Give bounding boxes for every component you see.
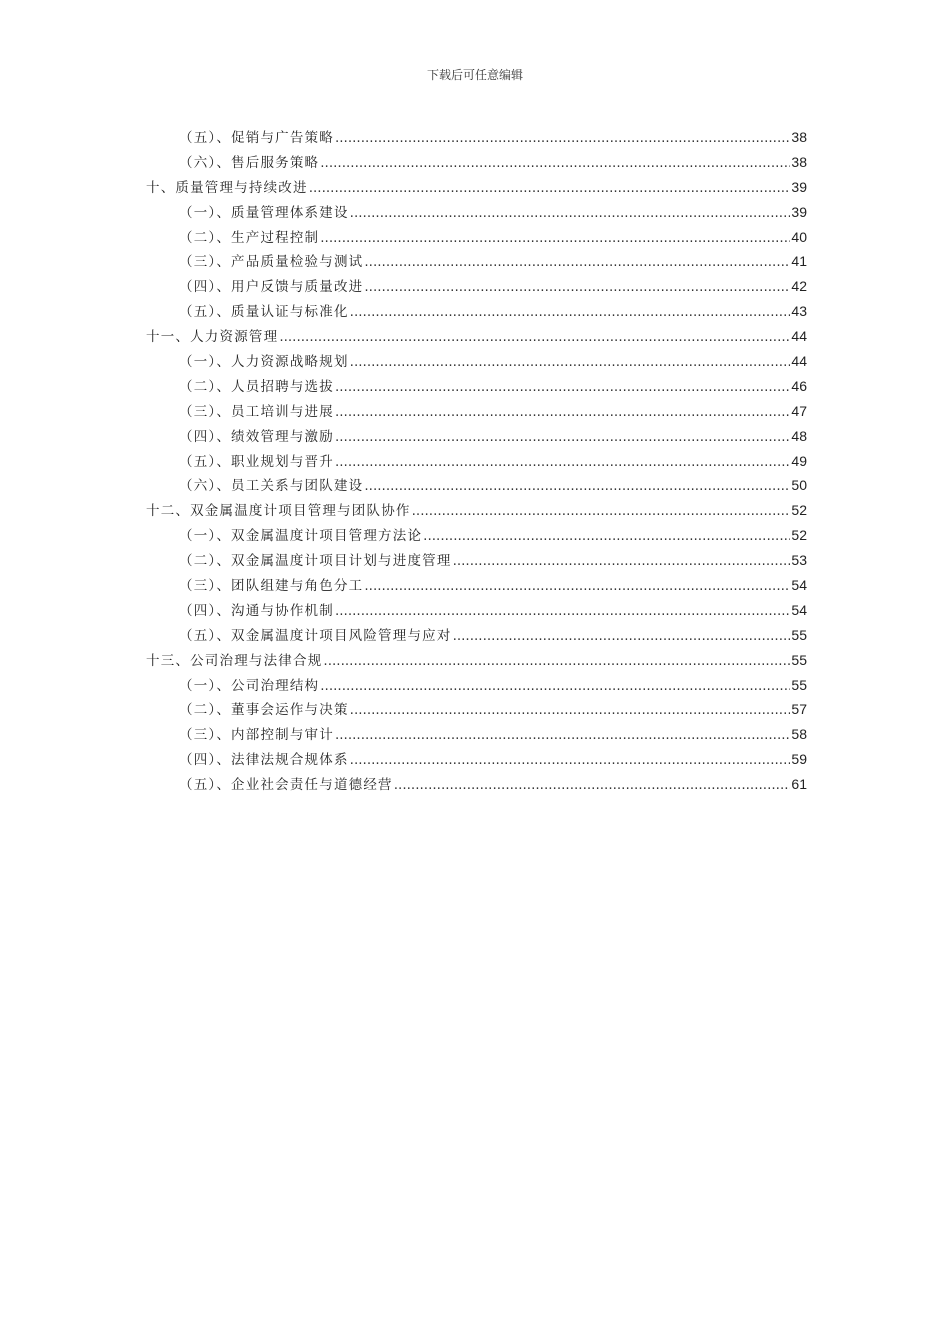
toc-page-number: 40 <box>791 228 807 245</box>
toc-section-entry[interactable] <box>146 473 807 498</box>
toc-section-entry[interactable] <box>146 125 807 150</box>
toc-dot-leader <box>335 599 790 624</box>
toc-entry-title: （三）、团队组建与角色分工 <box>179 578 364 595</box>
toc-page-number: 41 <box>791 253 807 270</box>
toc-entry-title: 十二、双金属温度计项目管理与团队协作 <box>146 503 411 520</box>
toc-entry-title: （四）、用户反馈与质量改进 <box>179 279 364 296</box>
toc-page-number: 44 <box>791 353 807 370</box>
toc-dot-leader <box>323 649 790 674</box>
toc-section-entry[interactable] <box>146 349 807 374</box>
toc-entry-title: （六）、员工关系与团队建设 <box>179 478 364 495</box>
toc-page-number: 47 <box>791 402 807 419</box>
toc-entry-title: （五）、职业规划与晋升 <box>179 453 334 470</box>
toc-entry-title: （四）、绩效管理与激励 <box>179 428 334 445</box>
toc-dot-leader <box>350 748 791 773</box>
toc-dot-leader <box>453 549 791 574</box>
toc-entry-title: （一）、双金属温度计项目管理方法论 <box>179 528 423 545</box>
toc-section-entry[interactable] <box>146 299 807 324</box>
toc-page-number: 54 <box>791 577 807 594</box>
toc-dot-leader <box>320 674 790 699</box>
toc-entry-title: （四）、沟通与协作机制 <box>179 602 334 619</box>
page-header: 下载后可任意编辑 <box>426 68 523 82</box>
toc-section-entry[interactable] <box>146 598 807 623</box>
toc-page-number: 43 <box>791 303 807 320</box>
toc-dot-leader <box>335 375 790 400</box>
toc-section-entry[interactable] <box>146 523 807 548</box>
toc-section-entry[interactable] <box>146 150 807 175</box>
toc-dot-leader <box>335 400 790 425</box>
toc-dot-leader <box>364 574 790 599</box>
toc-dot-leader <box>412 499 791 524</box>
toc-dot-leader <box>279 325 790 350</box>
toc-page-number: 54 <box>791 601 807 618</box>
toc-entry-title: 十三、公司治理与法律合规 <box>146 652 323 669</box>
toc-dot-leader <box>364 474 790 499</box>
toc-page-number: 53 <box>791 552 807 569</box>
toc-dot-leader <box>350 300 791 325</box>
toc-page-number: 44 <box>791 328 807 345</box>
toc-entry-title: （二）、人员招聘与选拔 <box>179 378 334 395</box>
toc-dot-leader <box>320 151 790 176</box>
toc-section-entry[interactable] <box>146 548 807 573</box>
toc-page-number: 55 <box>791 626 807 643</box>
toc-page-number: 52 <box>791 527 807 544</box>
toc-entry-title: （三）、员工培训与进展 <box>179 403 334 420</box>
toc-chapter-entry[interactable] <box>146 175 807 200</box>
toc-page-number: 39 <box>791 178 807 195</box>
toc-section-entry[interactable] <box>146 200 807 225</box>
toc-page-number: 57 <box>791 701 807 718</box>
toc-page-number: 50 <box>791 477 807 494</box>
toc-entry-title: （三）、产品质量检验与测试 <box>179 254 364 271</box>
toc-page-number: 49 <box>791 452 807 469</box>
toc-dot-leader <box>423 524 790 549</box>
toc-page-number: 52 <box>791 502 807 519</box>
toc-entry-title: （二）、双金属温度计项目计划与进度管理 <box>179 553 452 570</box>
toc-section-entry[interactable] <box>146 449 807 474</box>
toc-dot-leader <box>335 425 790 450</box>
toc-dot-leader <box>453 624 791 649</box>
toc-page-number: 48 <box>791 427 807 444</box>
toc-section-entry[interactable] <box>146 697 807 722</box>
toc-page-number: 61 <box>791 776 807 793</box>
toc-entry-title: （一）、质量管理体系建设 <box>179 204 349 221</box>
toc-dot-leader <box>335 450 790 475</box>
toc-page-number: 38 <box>791 129 807 145</box>
toc-section-entry[interactable] <box>146 573 807 598</box>
toc-page-number: 58 <box>791 726 807 743</box>
toc-dot-leader <box>335 126 790 151</box>
toc-entry-title: （二）、生产过程控制 <box>179 229 320 246</box>
toc-dot-leader <box>364 275 790 300</box>
toc-dot-leader <box>350 350 791 375</box>
toc-page-number: 39 <box>791 203 807 220</box>
toc-dot-leader <box>364 250 790 275</box>
toc-section-entry[interactable] <box>146 249 807 274</box>
toc-entry-title: 十、质量管理与持续改进 <box>146 179 308 196</box>
toc-dot-leader <box>394 773 791 798</box>
toc-section-entry[interactable] <box>146 772 807 797</box>
toc-entry-title: （一）、人力资源战略规划 <box>179 354 349 371</box>
toc-section-entry[interactable] <box>146 623 807 648</box>
toc-entry-title: （一）、公司治理结构 <box>179 677 320 694</box>
toc-chapter-entry[interactable] <box>146 648 807 673</box>
toc-page-number: 55 <box>791 676 807 693</box>
toc-dot-leader <box>309 176 791 201</box>
toc-section-entry[interactable] <box>146 225 807 250</box>
toc-section-entry[interactable] <box>146 424 807 449</box>
toc-page-number: 42 <box>791 278 807 295</box>
toc-page-number: 55 <box>791 651 807 668</box>
toc-page-number: 59 <box>791 751 807 768</box>
toc-dot-leader <box>350 698 791 723</box>
toc-section-entry[interactable] <box>146 399 807 424</box>
toc-entry-title: （四）、法律法规合规体系 <box>179 752 349 769</box>
toc-entry-title: （五）、双金属温度计项目风险管理与应对 <box>179 627 452 644</box>
toc-dot-leader <box>320 226 790 251</box>
table-of-contents <box>146 125 807 797</box>
toc-chapter-entry[interactable] <box>146 498 807 523</box>
toc-page-number: 46 <box>791 377 807 394</box>
toc-entry-title: （五）、促销与广告策略 <box>179 130 334 146</box>
toc-page-number: 38 <box>791 153 807 170</box>
toc-dot-leader <box>350 201 791 226</box>
toc-section-entry[interactable] <box>146 673 807 698</box>
toc-section-entry[interactable] <box>146 274 807 299</box>
toc-entry-title: （二）、董事会运作与决策 <box>179 702 349 719</box>
toc-dot-leader <box>335 723 790 748</box>
toc-section-entry[interactable] <box>146 722 807 747</box>
toc-entry-title: （六）、售后服务策略 <box>179 154 320 171</box>
toc-entry-title: （五）、企业社会责任与道德经营 <box>179 777 393 794</box>
toc-entry-title: （三）、内部控制与审计 <box>179 727 334 744</box>
toc-section-entry[interactable] <box>146 747 807 772</box>
toc-section-entry[interactable] <box>146 374 807 399</box>
toc-chapter-entry[interactable] <box>146 324 807 349</box>
toc-entry-title: 十一、人力资源管理 <box>146 329 279 346</box>
toc-entry-title: （五）、质量认证与标准化 <box>179 304 349 321</box>
